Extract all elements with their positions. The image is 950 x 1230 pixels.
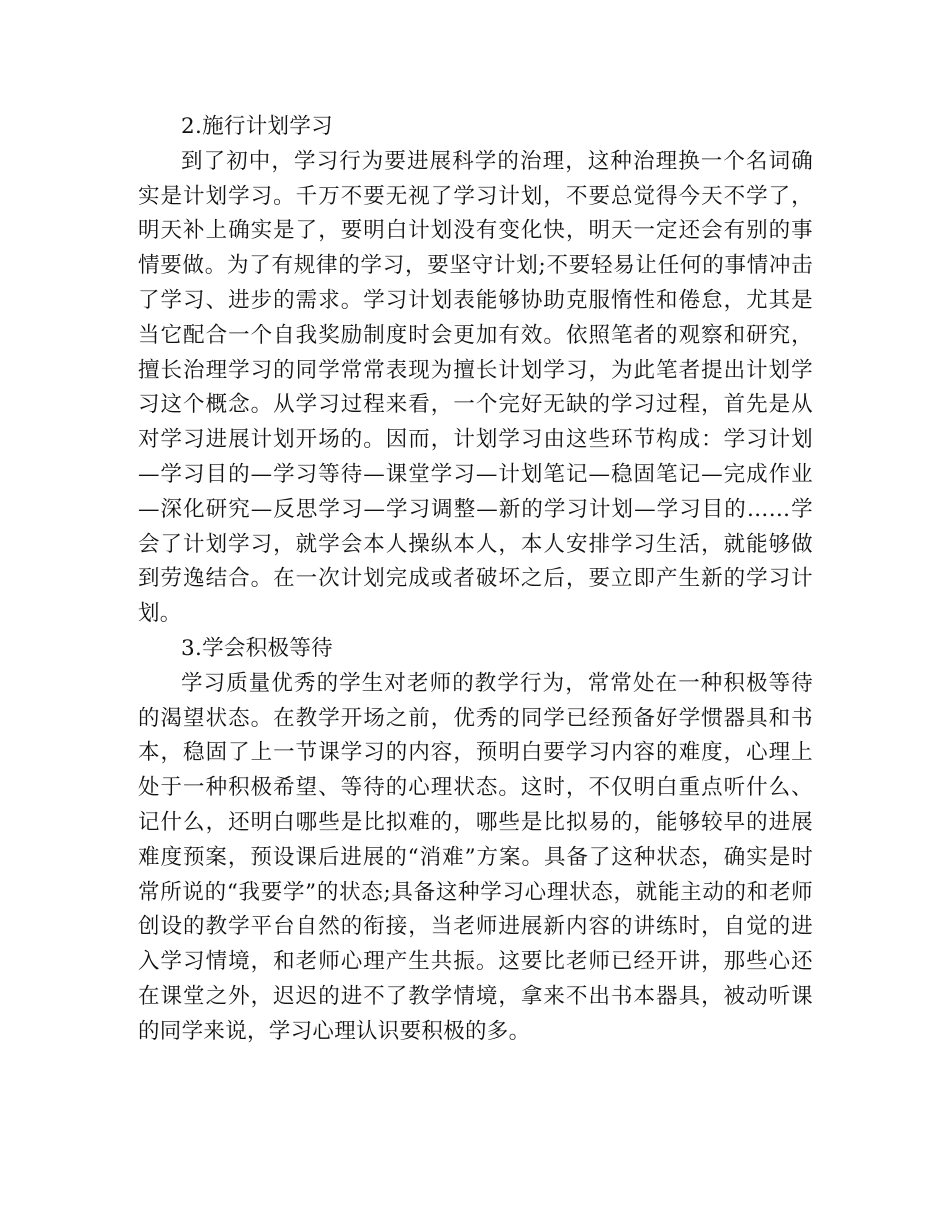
section-heading: 2.施行计划学习 [181,114,333,139]
section-active-waiting [138,632,813,1050]
body-paragraph: 学习质量优秀的学生对老师的教学行为，常常处在一种积极等待的渴望状态。在教学开场之前，优秀的同学已经预备好学惯器具和书本，稳固了上一节课学习的内容，预明白要学习内容的难度，心理上处于一种积极希望、等待的心理状态。这时，不仅明白重点听什么、记什么，还明白哪些是比拟难的，哪些是比拟易的，能够较早的进展难度预案，预设课后进展的“消难”方案。具备了这种状态，确实是时常所说的“我要学”的状态;具备这种学习心理状态，就能主动的和老师创设的教学平台自然的衔接，当老师进展新内容的讲练时，自觉的进入学习情境，和老师心理产生共振。这要比老师已经开讲，那些心还在课堂之外，迟迟的进不了教学情境，拿来不出书本器具，被动听课的同学来说，学习心理认识要积极的多。 [138,670,813,1044]
section-heading: 3.学会积极等待 [181,635,333,661]
document-page [138,110,813,1050]
body-paragraph: 到了初中，学习行为要进展科学的治理，这种治理换一个名词确实是计划学习。千万不要无视了学习计划，不要总觉得今天不学了，明天补上确实是了，要明白计划没有变化快，明天一定还会有别的事情要做。为了有规律的学习，要坚守计划;不要轻易让任何的事情冲击了学习、进步的需求。学习计划表能够协助克服惰性和倦怠，尤其是当它配合一个自我奖励制度时会更加有效。依照笔者的观察和研究，擅长治理学习的同学常常表现为擅长计划学习，为此笔者提出计划学习这个概念。从学习过程来看，一个完好无缺的学习过程，首先是从对学习进展计划开场的。因而，计划学习由这些环节构成：学习计划—学习目的—学习等待—课堂学习—计划笔记—稳固笔记—完成作业—深化研究—反思学习—学习调整—新的学习计划—学习目的……学会了计划学习，就学会本人操纵本人，本人安排学习生活，就能够做到劳逸结合。在一次计划完成或者破坏之后，要立即产生新的学习计划。 [138,148,813,627]
section-plan-learning [138,110,813,632]
